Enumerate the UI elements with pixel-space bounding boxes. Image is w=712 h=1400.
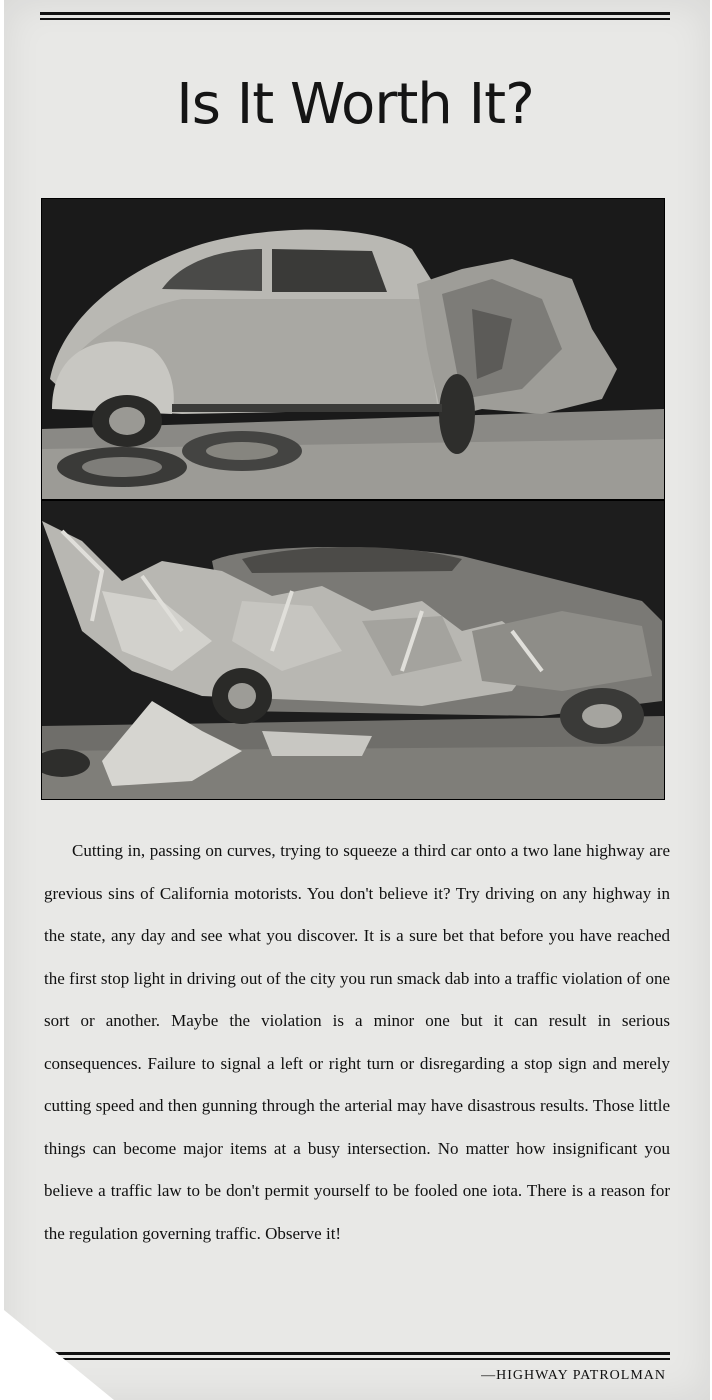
bottom-double-rule: [40, 1352, 670, 1361]
photo-wrecked-coupe: [41, 198, 665, 500]
wrecked-coupe-side-view-icon: [42, 199, 664, 499]
top-double-rule: [40, 12, 670, 21]
page-title: Is It Worth It?: [176, 72, 534, 137]
article-credit: —HIGHWAY PATROLMAN: [481, 1368, 666, 1383]
article-body-paragraph: Cutting in, passing on curves, trying to squeeze a third car onto a two lane highway are grevious sins of California motorists. You don't believe it? Try driving on any highway in the state, any day and see what you discover. It is a sure bet that before you have reached the first stop light in driving out of the city you run smack dab into a traffic violation of one sort or another. Maybe the violation is a minor one but it can result in serious consequences. Failure to signal a left or right turn or disregarding a stop sign and merely cutting speed and then gunning through the arterial may have disastrous results. Those little things can become major items at a busy intersection. No matter how insignificant you believe a traffic law to be don't permit yourself to be fooled one iota. There is a reason for the regulation governing traffic. Observe it!: [44, 841, 670, 1243]
crushed-car-wreckage-icon: [42, 501, 664, 799]
photo-crushed-wreckage: [41, 500, 665, 800]
torn-corner: [4, 1310, 114, 1400]
article-page: [4, 0, 710, 1400]
